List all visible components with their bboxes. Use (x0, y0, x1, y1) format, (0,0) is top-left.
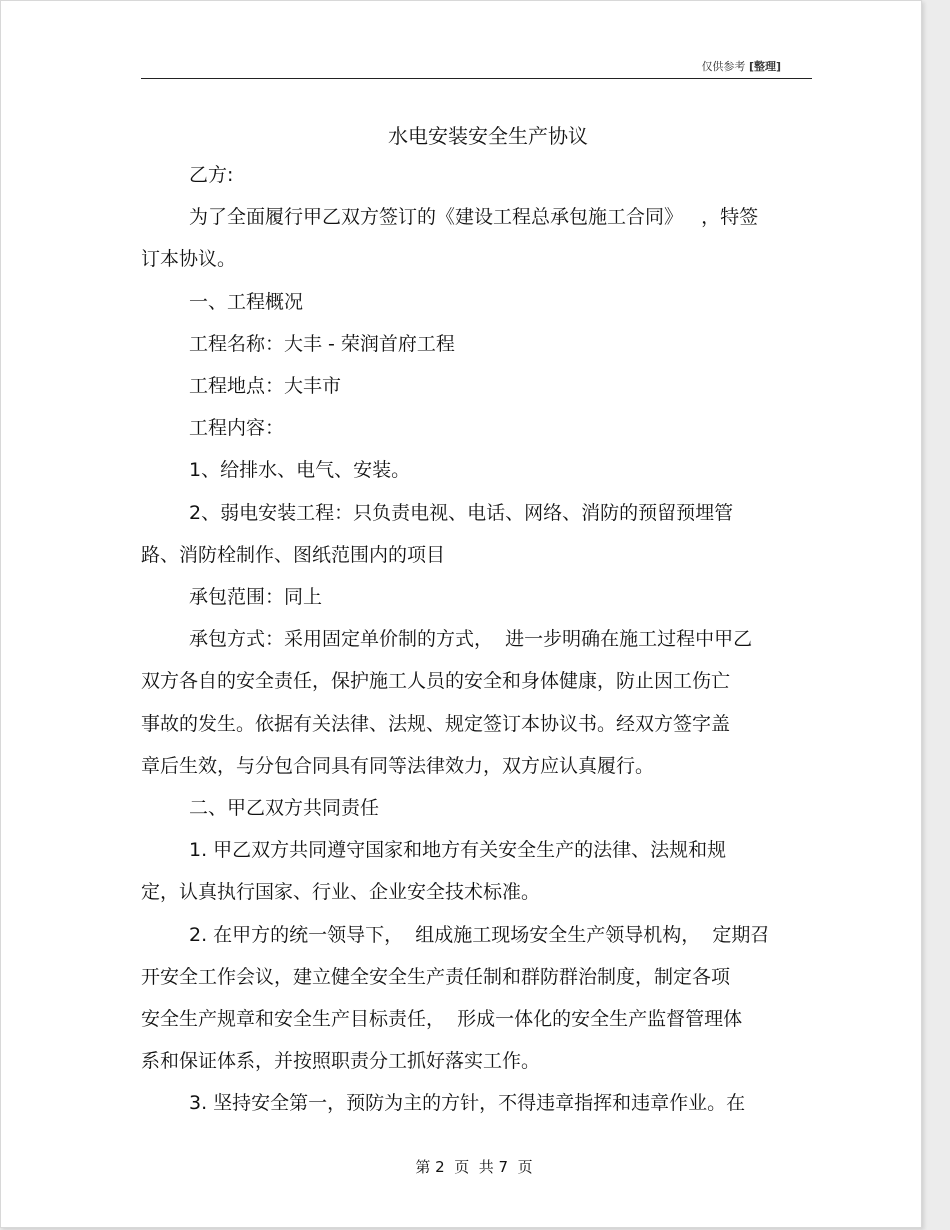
body-line: 路、消防栓制作、图纸范围内的项目 (141, 544, 446, 566)
body-line: 2. 在甲方的统一领导下， 组成施工现场安全生产领导机构， 定期召 (189, 924, 770, 946)
header-tag: [整理] (748, 60, 781, 73)
body-line: 双方各自的安全责任，保护施工人员的安全和身体健康，防止因工伤亡 (141, 670, 731, 692)
page-header (701, 58, 781, 74)
body-line: 二、甲乙双方共同责任 (189, 797, 380, 819)
body-line: 订本协议。 (141, 248, 237, 270)
body-line: 一、工程概况 (189, 291, 304, 313)
body-line: 1、给排水、电气、安装。 (189, 459, 411, 481)
header-divider (141, 78, 812, 79)
body-line: 1. 甲乙双方共同遵守国家和地方有关安全生产的法律、法规和规 (189, 839, 727, 861)
body-line: 章后生效，与分包合同具有同等法律效力，双方应认真履行。 (141, 755, 655, 777)
body-line: 工程名称：大丰 - 荣润首府工程 (189, 333, 455, 355)
body-line: 事故的发生。依据有关法律、法规、规定签订本协议书。经双方签字盖 (141, 713, 731, 735)
body-line: 系和保证体系，并按照职责分工抓好落实工作。 (141, 1050, 541, 1072)
body-line: 承包范围：同上 (189, 586, 323, 608)
body-line: 承包方式：采用固定单价制的方式， 进一步明确在施工过程中甲乙 (189, 628, 753, 650)
page-footer: 第 2 页 共 7 页 (415, 1158, 533, 1176)
body-line: 开安全工作会议，建立健全安全生产责任制和群防群治制度，制定各项 (141, 966, 731, 988)
body-line: 工程内容： (189, 417, 285, 439)
body-line: 2、弱电安装工程：只负责电视、电话、网络、消防的预留预埋管 (189, 502, 734, 524)
body-line: 3. 坚持安全第一，预防为主的方针，不得违章指挥和违章作业。在 (189, 1092, 746, 1114)
body-line: 乙方: (189, 164, 234, 186)
body-line: 工程地点：大丰市 (189, 375, 342, 397)
header-label: 仅供参考 (701, 60, 746, 73)
body-line: 安全生产规章和安全生产目标责任， 形成一体化的安全生产监督管理体 (141, 1008, 743, 1030)
document-title: 水电安装安全生产协议 (388, 124, 588, 148)
body-line: 为了全面履行甲乙双方签订的《建设工程总承包施工合同》 ，特签 (189, 206, 759, 228)
body-line: 定，认真执行国家、行业、企业安全技术标准。 (141, 881, 541, 903)
